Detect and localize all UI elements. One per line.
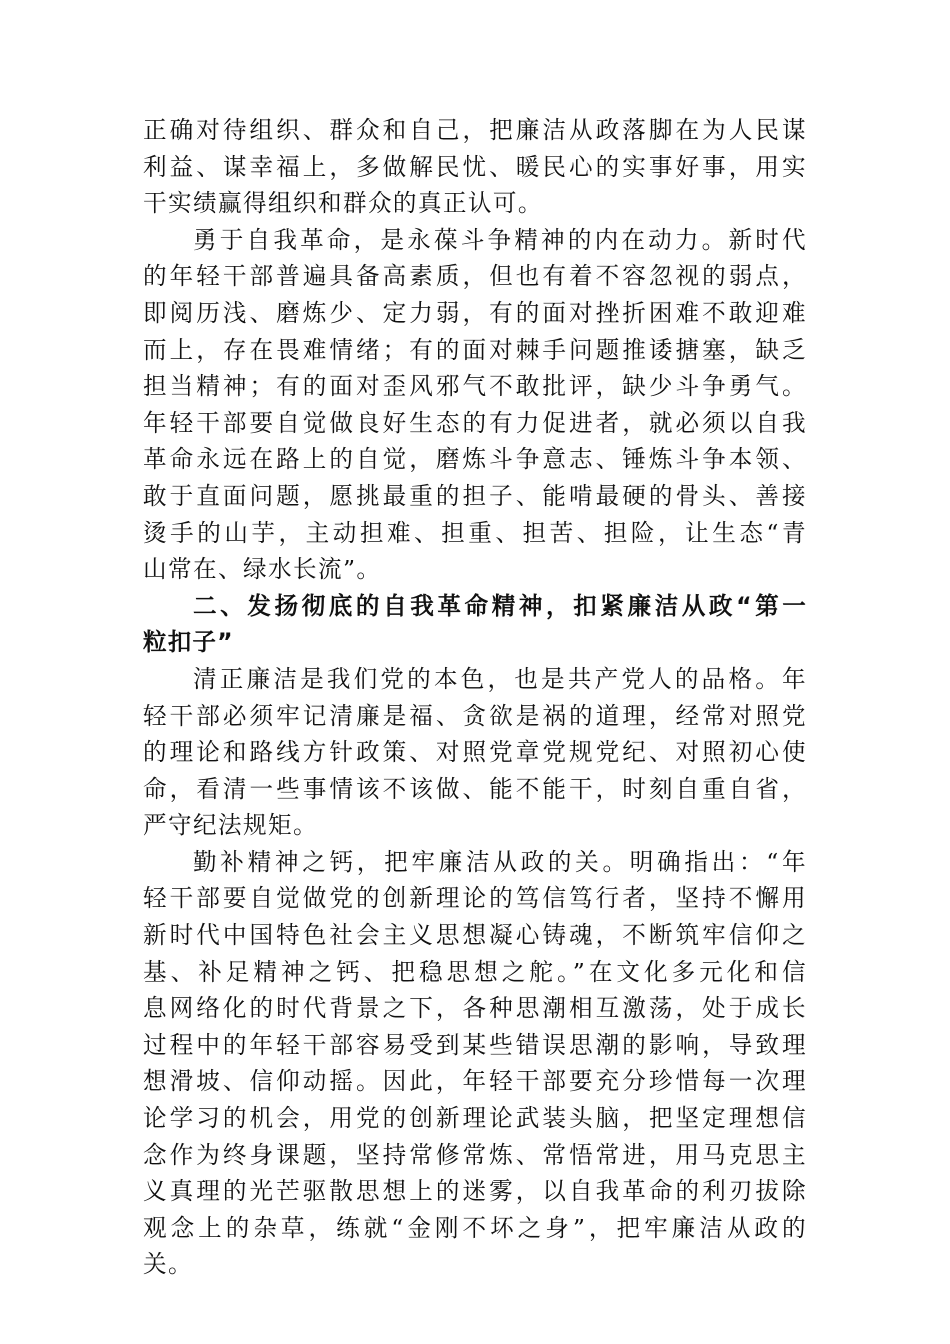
text-line: 即阅历浅、磨炼少、定力弱，有的面对挫折困难不敢迎难 [143,298,807,327]
text-line: 轻干部要自觉做党的创新理论的笃信笃行者，坚持不懈用 [143,884,807,913]
text-line: 革命永远在路上的自觉，磨炼斗争意志、锤炼斗争本领、 [143,445,807,474]
text-line: 过程中的年轻干部容易受到某些错误思潮的影响，导致理 [143,1030,807,1059]
body-paragraph [143,222,807,588]
text-line: 勤补精神之钙，把牢廉洁从政的关。明确指出：“年 [193,847,807,876]
text-line: 新时代中国特色社会主义思想凝心铸魂，不断筑牢信仰之 [143,921,807,950]
text-line: 关。 [143,1250,193,1279]
text-line: 念作为终身课题，坚持常修常炼、常悟常进，用马克思主 [143,1140,807,1169]
text-line: 敢于直面问题，愿挑最重的担子、能啃最硬的骨头、善接 [143,481,807,510]
text-line: 观念上的杂草，练就“金刚不坏之身”，把牢廉洁从政的 [143,1213,807,1242]
text-line: 清正廉洁是我们党的本色，也是共产党人的品格。年 [193,664,807,693]
text-line: 利益、谋幸福上，多做解民忧、暖民心的实事好事，用实 [143,152,807,181]
text-line: 年轻干部要自觉做良好生态的有力促进者，就必须以自我 [143,408,807,437]
body-paragraph [143,844,807,1283]
text-line: 勇于自我革命，是永葆斗争精神的内在动力。新时代 [193,225,807,254]
text-line: 担当精神；有的面对歪风邪气不敢批评，缺少斗争勇气。 [143,372,807,401]
text-line: 义真理的光芒驱散思想上的迷雾，以自我革命的利刃拔除 [143,1177,807,1206]
text-line: 论学习的机会，用党的创新理论武装头脑，把坚定理想信 [143,1104,807,1133]
text-line: 息网络化的时代背景之下，各种思潮相互激荡，处于成长 [143,994,807,1023]
text-line: 严守纪法规矩。 [143,811,318,840]
text-line: 基、补足精神之钙、把稳思想之舵。”在文化多元化和信 [143,957,807,986]
text-line: 山常在、绿水长流”。 [143,555,382,584]
document-body [143,112,807,1283]
text-line: 命，看清一些事情该不该做、能不能干，时刻自重自省， [143,774,807,803]
body-paragraph [143,112,807,222]
body-paragraph [143,661,807,844]
heading-line: 二、发扬彻底的自我革命精神，扣紧廉洁从政“第一 [193,591,807,620]
text-line: 的年轻干部普遍具备高素质，但也有着不容忽视的弱点， [143,262,807,291]
heading-line: 粒扣子” [143,628,234,657]
text-line: 轻干部必须牢记清廉是福、贪欲是祸的道理，经常对照党 [143,701,807,730]
text-line: 烫手的山芋，主动担难、担重、担苦、担险，让生态“青 [143,518,807,547]
text-line: 想滑坡、信仰动摇。因此，年轻干部要充分珍惜每一次理 [143,1067,807,1096]
text-line: 干实绩赢得组织和群众的真正认可。 [143,189,543,218]
section-heading [143,588,807,661]
text-line: 正确对待组织、群众和自己，把廉洁从政落脚在为人民谋 [143,116,807,144]
text-line: 的理论和路线方针政策、对照党章党规党纪、对照初心使 [143,738,807,767]
text-line: 而上，存在畏难情绪；有的面对棘手问题推诿搪塞，缺乏 [143,335,807,364]
